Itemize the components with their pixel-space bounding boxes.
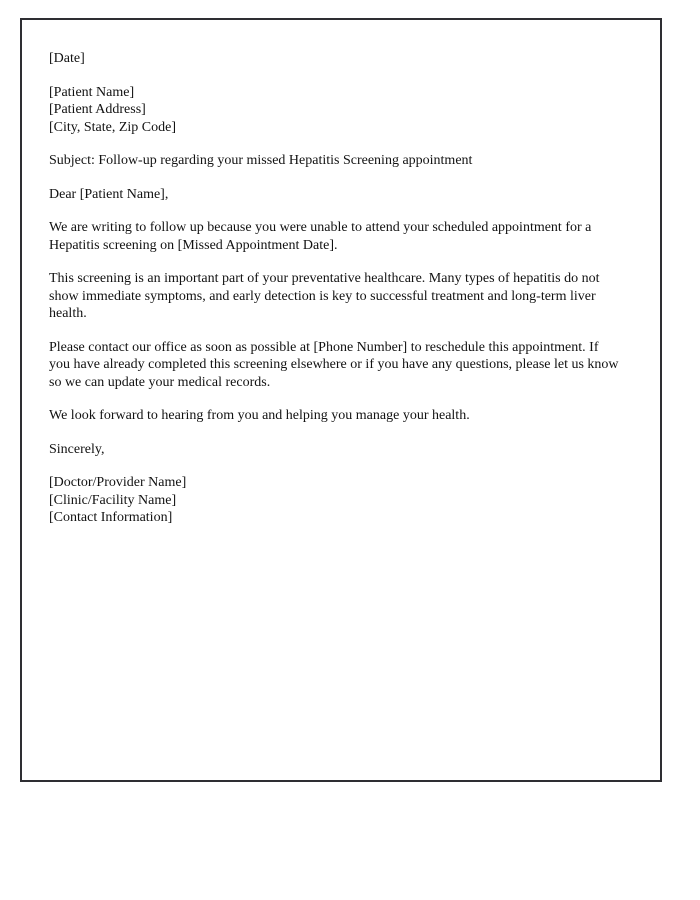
signature-provider-name: [Doctor/Provider Name] — [49, 475, 187, 490]
closing: Sincerely, — [49, 441, 105, 457]
subject-line: Subject: Follow-up regarding your missed Hepatitis Screening appointment — [49, 153, 473, 168]
salutation: Dear [Patient Name], — [49, 186, 169, 202]
body-paragraph-1: We are writing to follow up because you were unable to attend your scheduled appointment for a Hepatitis screening on [Missed Appointment Date]. — [49, 220, 592, 253]
recipient-city-state-zip: [City, State, Zip Code] — [49, 119, 177, 135]
letter-page — [20, 18, 662, 782]
body-paragraph-2: This screening is an important part of your preventative healthcare. Many types of hepatitis do not show immediate symptoms, and early detection is key to successful treatment and long-term liver health. — [49, 271, 600, 321]
recipient-address-block — [49, 84, 620, 137]
body-paragraph-4: We look forward to hearing from you and helping you manage your health. — [49, 408, 470, 423]
recipient-address: [Patient Address] — [49, 102, 146, 117]
date-placeholder: [Date] — [49, 51, 85, 66]
body-paragraph-3: Please contact our office as soon as possible at [Phone Number] to reschedule this appointment. If you have already completed this screening elsewhere or if you have any questions, please let us know so we can update your medical records. — [49, 339, 619, 390]
signature-clinic-name: [Clinic/Facility Name] — [49, 492, 177, 508]
recipient-name: [Patient Name] — [49, 84, 135, 100]
signature-block — [49, 474, 620, 527]
signature-contact-info: [Contact Information] — [49, 510, 173, 525]
